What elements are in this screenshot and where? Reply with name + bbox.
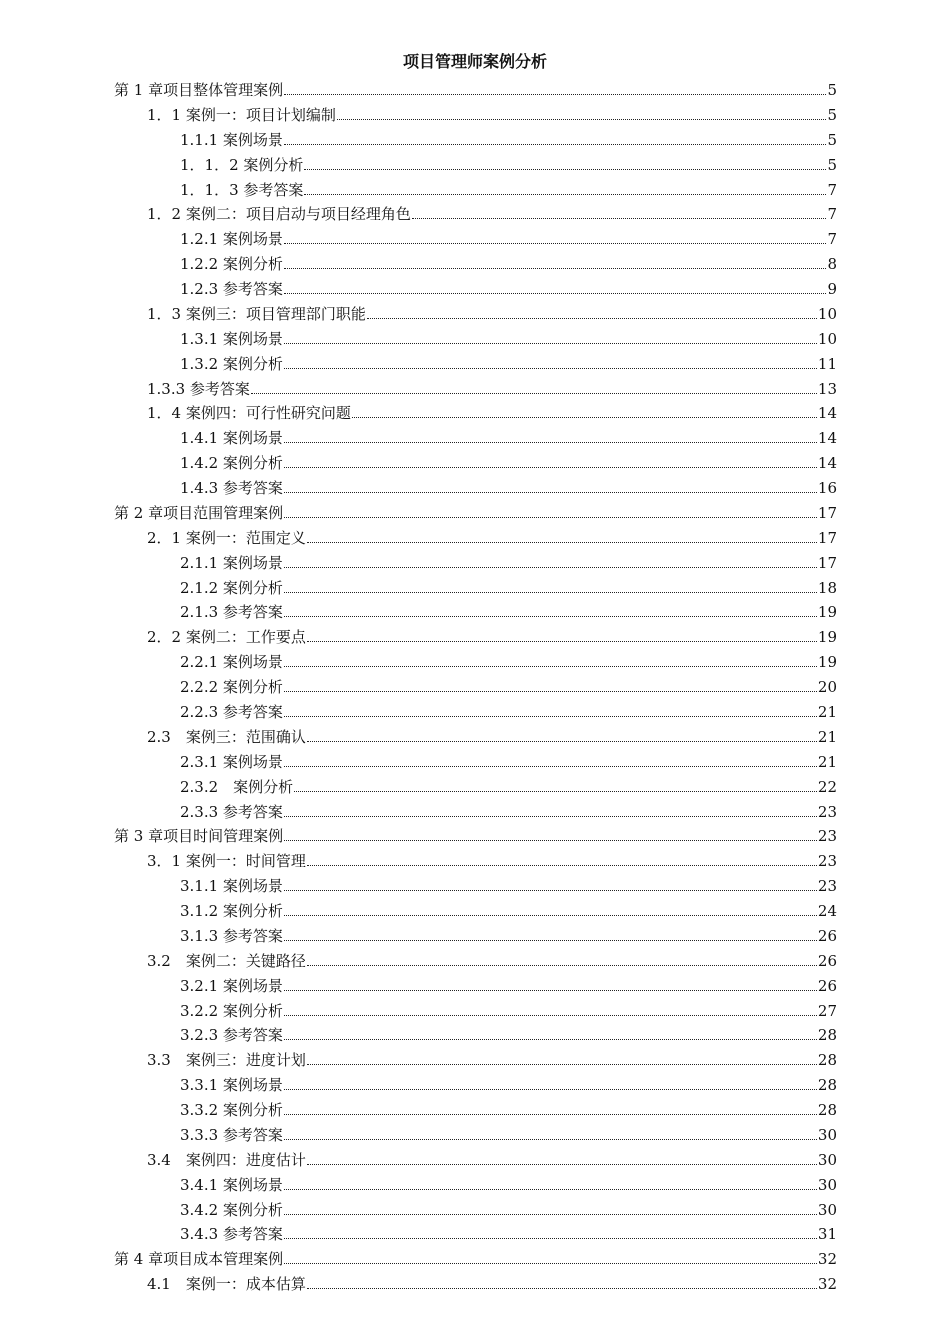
toc-entry-title: 3.4.1 案例场景 [180,1175,283,1194]
toc-entry[interactable] [114,822,837,846]
toc-entry-title: 3.3 案例三：进度计划 [147,1051,306,1070]
toc-entry-page-number: 11 [817,354,837,373]
toc-entry-page-number: 7 [827,180,837,199]
dot-leader [294,791,817,792]
toc-entry-title: 2．2 案例二：工作要点 [147,628,306,647]
toc-entry-page-number: 14 [817,454,837,473]
toc-entry-title: 2．1 案例一：范围定义 [147,528,306,547]
dot-leader [284,915,817,916]
dot-leader [284,1015,817,1016]
toc-entry[interactable] [180,872,837,896]
dot-leader [352,417,817,418]
toc-entry-page-number: 23 [817,802,837,821]
toc-entry-title: 1.4.2 案例分析 [180,454,283,473]
toc-entry-page-number: 17 [817,528,837,547]
toc-entry-page-number: 14 [817,429,837,448]
toc-entry[interactable] [180,773,837,797]
toc-entry-page-number: 24 [817,902,837,921]
toc-entry[interactable] [180,922,837,946]
toc-entry-title: 3.4 案例四：进度估计 [147,1150,306,1169]
toc-entry[interactable] [114,76,837,100]
toc-entry-title: 1.2.2 案例分析 [180,255,283,274]
toc-entry[interactable] [147,101,837,125]
toc-entry[interactable] [180,250,837,274]
dot-leader [284,1189,817,1190]
toc-entry-page-number: 23 [817,877,837,896]
toc-entry-title: 1.1.1 案例场景 [180,130,283,149]
toc-entry-title: 3.1.2 案例分析 [180,902,283,921]
dot-leader [307,741,817,742]
toc-entry-title: 3.1.3 参考答案 [180,926,283,945]
dot-leader [367,318,817,319]
dot-leader [284,94,826,95]
document-title: 项目管理师案例分析 [402,52,547,71]
toc-entry-page-number: 19 [817,653,837,672]
toc-entry[interactable] [180,698,837,722]
toc-entry[interactable] [147,623,837,647]
toc-entry-title: 3．1 案例一：时间管理 [147,852,306,871]
dot-leader [284,293,827,294]
toc-entry-title: 3.2.2 案例分析 [180,1001,283,1020]
dot-leader [284,840,817,841]
dot-leader [284,616,817,617]
toc-entry-title: 4.1 案例一：成本估算 [147,1275,306,1294]
toc-entry-title: 1.3.2 案例分析 [180,354,283,373]
toc-entry[interactable] [180,748,837,772]
dot-leader [284,816,817,817]
toc-entry-page-number: 30 [817,1200,837,1219]
toc-entry[interactable] [147,200,837,224]
dot-leader [307,1064,817,1065]
toc-entry-title: 3.1.1 案例场景 [180,877,283,896]
toc-entry-title: 第 1 章项目整体管理案例 [114,81,284,99]
toc-entry-page-number: 21 [817,703,837,721]
dot-leader [284,567,817,568]
dot-leader [284,890,817,891]
toc-entry-title: 第 2 章项目范围管理案例 [114,503,284,522]
toc-entry-page-number: 30 [817,1125,837,1144]
dot-leader [284,1039,817,1040]
toc-entry-title: 1．3 案例三：项目管理部门职能 [147,304,366,323]
toc-entry-page-number: 21 [817,752,837,771]
toc-entry[interactable] [180,972,837,996]
toc-entry[interactable] [180,1220,837,1244]
toc-entry-page-number: 28 [817,1051,837,1070]
toc-entry-title: 2.3 案例三：范围确认 [147,727,306,746]
dot-leader [307,965,817,966]
toc-entry-page-number: 30 [817,1150,837,1169]
dot-leader [284,592,817,593]
toc-entry-page-number: 5 [827,155,837,174]
dot-leader [307,542,817,543]
toc-entry-page-number: 30 [817,1175,837,1194]
toc-entry[interactable] [180,574,837,598]
toc-entry-title: 2.2.3 参考答案 [180,703,283,721]
toc-entry[interactable] [147,947,837,971]
toc-entry[interactable] [180,1071,837,1095]
toc-entry[interactable] [180,1121,837,1145]
toc-entry-page-number: 31 [817,1225,837,1244]
toc-entry[interactable] [180,598,837,622]
toc-entry-page-number: 27 [817,1001,837,1020]
toc-entry-page-number: 5 [827,130,837,149]
toc-entry-page-number: 23 [817,827,837,846]
toc-entry-title: 1．4 案例四：可行性研究问题 [147,404,351,423]
toc-entry[interactable] [180,474,837,498]
dot-leader [412,218,827,219]
toc-entry[interactable] [180,449,837,473]
toc-entry-page-number: 26 [817,976,837,995]
toc-entry-page-number: 28 [817,1026,837,1045]
toc-entry[interactable] [147,1270,837,1294]
toc-entry-page-number: 17 [817,553,837,572]
toc-entry[interactable] [180,1171,837,1195]
toc-entry-title: 1．1 案例一：项目计划编制 [147,105,336,124]
toc-entry-title: 3.3.2 案例分析 [180,1101,283,1120]
dot-leader [284,343,817,344]
toc-entry-page-number: 14 [817,404,837,423]
dot-leader [284,1238,817,1239]
dot-leader [284,144,827,145]
toc-entry[interactable] [180,151,837,175]
toc-entry-title: 3.2.3 参考答案 [180,1026,283,1045]
toc-entry[interactable] [180,424,837,448]
toc-entry-title: 3.4.3 参考答案 [180,1225,283,1244]
toc-entry-title: 1.2.1 案例场景 [180,230,283,249]
toc-entry[interactable] [180,225,837,249]
toc-entry-page-number: 19 [817,628,837,647]
toc-entry[interactable] [180,275,837,299]
dot-leader [284,467,817,468]
dot-leader [284,1263,817,1264]
toc-entry-page-number: 9 [827,280,837,299]
toc-entry-title: 1.3.1 案例场景 [180,329,283,348]
toc-entry-page-number: 32 [817,1275,837,1294]
toc-entry-title: 1．1．3 参考答案 [180,180,304,199]
toc-entry-page-number: 21 [817,727,837,746]
dot-leader [284,716,817,717]
dot-leader [284,268,827,269]
toc-entry-title: 2.1.2 案例分析 [180,578,283,597]
toc-entry-page-number: 7 [827,230,837,249]
dot-leader [284,691,817,692]
toc-entry-page-number: 20 [817,678,837,697]
toc-entry-title: 3.2 案例二：关键路径 [147,951,306,970]
dot-leader [304,169,826,170]
toc-entry[interactable] [147,1146,837,1170]
toc-entry-page-number: 5 [827,105,837,124]
toc-entry-page-number: 23 [817,852,837,871]
toc-entry-title: 1.3.3 参考答案 [147,379,250,398]
toc-entry-title: 2.1.1 案例场景 [180,553,283,572]
toc-entry-page-number: 28 [817,1101,837,1120]
toc-entry[interactable] [147,1046,837,1070]
toc-entry-title: 1.4.3 参考答案 [180,479,283,498]
toc-entry-title: 2.3.1 案例场景 [180,752,283,771]
toc-entry[interactable] [180,798,837,822]
toc-entry-title: 3.3.1 案例场景 [180,1076,283,1095]
toc-entry-title: 第 4 章项目成本管理案例 [114,1250,284,1269]
toc-entry-title: 1．2 案例二：项目启动与项目经理角色 [147,205,411,224]
toc-entry[interactable] [180,1021,837,1045]
toc-entry[interactable] [180,673,837,697]
toc-entry-page-number: 13 [817,379,837,398]
toc-entry-title: 1.2.3 参考答案 [180,280,283,299]
dot-leader [251,393,817,394]
dot-leader [284,243,827,244]
dot-leader [307,641,817,642]
dot-leader [284,492,817,493]
toc-entry[interactable] [147,375,837,399]
toc-entry-page-number: 16 [817,479,837,498]
toc-entry-page-number: 7 [827,205,837,224]
toc-entry-page-number: 17 [817,503,837,522]
toc-entry-page-number: 19 [817,603,837,622]
toc-entry-page-number: 8 [827,255,837,274]
toc-entry-page-number: 10 [817,329,837,348]
toc-entry[interactable] [180,350,837,374]
toc-entry-page-number: 26 [817,951,837,970]
toc-entry-title: 3.4.2 案例分析 [180,1200,283,1219]
toc-entry-page-number: 22 [817,777,837,796]
toc-entry-title: 第 3 章项目时间管理案例 [114,827,284,846]
dot-leader [284,940,817,941]
toc-entry[interactable] [147,723,837,747]
toc-entry-page-number: 10 [817,304,837,323]
toc-entry[interactable] [180,325,837,349]
dot-leader [307,1288,817,1289]
toc-entry[interactable] [147,524,837,548]
dot-leader [307,1164,817,1165]
toc-entry[interactable] [180,1196,837,1220]
dot-leader [284,442,817,443]
toc-entry[interactable] [147,399,837,423]
toc-entry[interactable] [180,549,837,573]
toc-entry-page-number: 28 [817,1076,837,1095]
toc-entry[interactable] [180,176,837,200]
dot-leader [284,517,817,518]
toc-entry[interactable] [114,1245,837,1269]
toc-entry[interactable] [147,300,837,324]
dot-leader [307,865,817,866]
toc-entry-title: 2.1.3 参考答案 [180,603,283,622]
toc-entry[interactable] [180,897,837,921]
toc-entry-title: 2.2.1 案例场景 [180,653,283,672]
dot-leader [304,194,826,195]
toc-entry[interactable] [147,847,837,871]
toc-entry[interactable] [114,499,837,523]
toc-entry-page-number: 5 [827,81,837,99]
toc-entry-page-number: 26 [817,926,837,945]
toc-entry-page-number: 18 [817,578,837,597]
toc-entry-title: 3.3.3 参考答案 [180,1125,283,1144]
toc-entry-title: 2.3.3 参考答案 [180,802,283,821]
toc-entry-title: 2.2.2 案例分析 [180,678,283,697]
toc-entry-title: 1．1．2 案例分析 [180,155,304,174]
dot-leader [284,1089,817,1090]
toc-entry-title: 2.3.2 案例分析 [180,777,294,796]
dot-leader [284,1114,817,1115]
dot-leader [284,1139,817,1140]
dot-leader [284,1214,817,1215]
toc-entry[interactable] [180,997,837,1021]
dot-leader [284,368,817,369]
toc-entry-title: 3.2.1 案例场景 [180,976,283,995]
toc-entry-page-number: 32 [817,1250,837,1269]
dot-leader [284,766,817,767]
dot-leader [284,666,817,667]
toc-entry[interactable] [180,126,837,150]
toc-entry[interactable] [180,648,837,672]
toc-entry-title: 1.4.1 案例场景 [180,429,283,448]
toc-entry[interactable] [180,1096,837,1120]
dot-leader [337,119,827,120]
dot-leader [284,990,817,991]
